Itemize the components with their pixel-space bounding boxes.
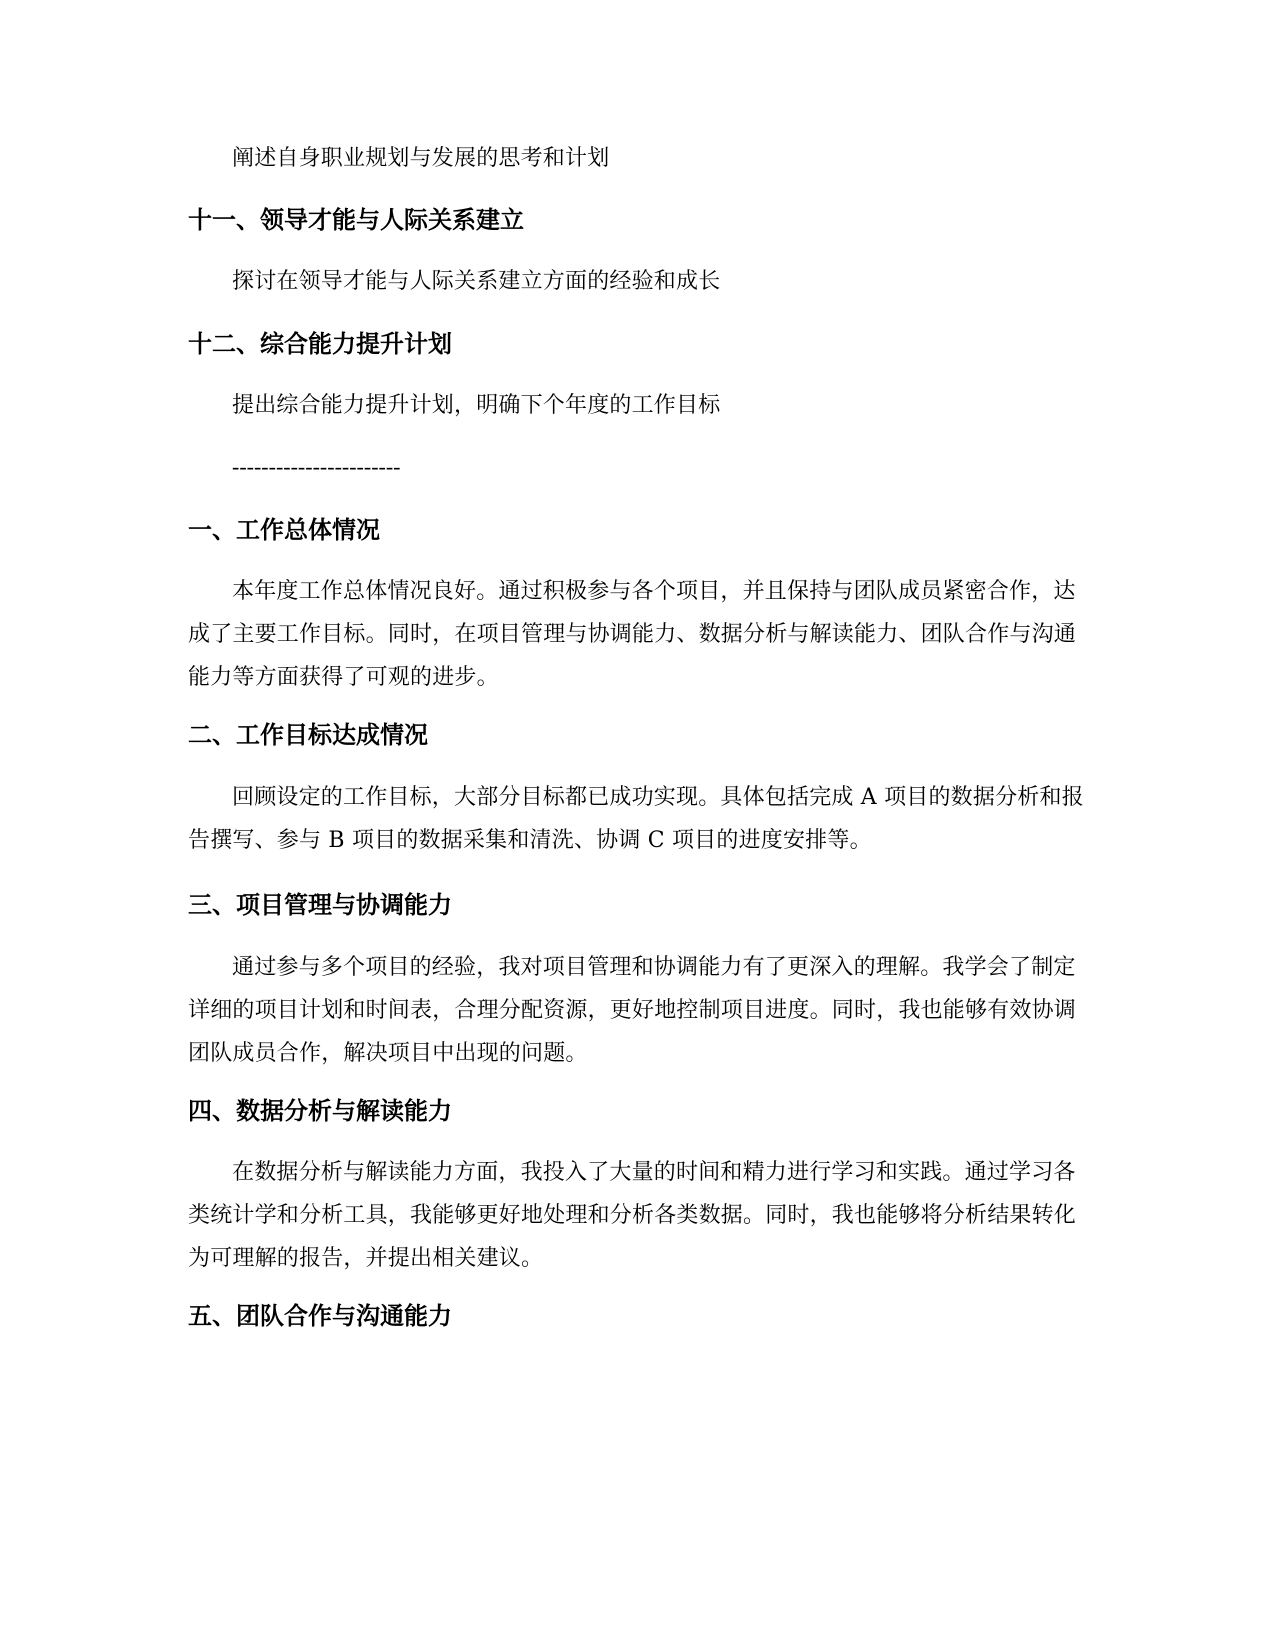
section-body-11: 探讨在领导才能与人际关系建立方面的经验和成长 bbox=[232, 269, 721, 294]
section-heading-12: 十二、综合能力提升计划 bbox=[188, 330, 452, 358]
section-heading-11: 十一、领导才能与人际关系建立 bbox=[188, 206, 524, 234]
section-heading-3: 三、项目管理与协调能力 bbox=[188, 891, 452, 919]
section-heading-1: 一、工作总体情况 bbox=[188, 516, 380, 544]
section-body-4: 在数据分析与解读能力方面，我投入了大量的时间和精力进行学习和实践。通过学习各类统计学和分析工具，我能够更好地处理和分析各类数据。同时，我也能够将分析结果转化为可理解的报告，并提出相关建议。 bbox=[188, 1160, 1077, 1271]
section-divider: ----------------------- bbox=[232, 454, 401, 479]
section-body-3: 通过参与多个项目的经验，我对项目管理和协调能力有了更深入的理解。我学会了制定详细的项目计划和时间表，合理分配资源，更好地控制项目进度。同时，我也能够有效协调团队成员合作，解决项目中出现的问题。 bbox=[188, 955, 1077, 1066]
section-body-2: 回顾设定的工作目标，大部分目标都已成功实现。具体包括完成 A 项目的数据分析和报告撰写、参与 B 项目的数据采集和清洗、协调 C 项目的进度安排等。 bbox=[188, 785, 1084, 853]
intro-paragraph: 阐述自身职业规划与发展的思考和计划 bbox=[232, 146, 610, 171]
section-heading-4: 四、数据分析与解读能力 bbox=[188, 1097, 452, 1125]
section-heading-2: 二、工作目标达成情况 bbox=[188, 721, 428, 749]
section-body-1: 本年度工作总体情况良好。通过积极参与各个项目，并且保持与团队成员紧密合作，达成了主要工作目标。同时，在项目管理与协调能力、数据分析与解读能力、团队合作与沟通能力等方面获得了可观的进步。 bbox=[188, 579, 1077, 690]
section-heading-5: 五、团队合作与沟通能力 bbox=[188, 1302, 452, 1330]
section-body-12: 提出综合能力提升计划，明确下个年度的工作目标 bbox=[232, 393, 721, 418]
